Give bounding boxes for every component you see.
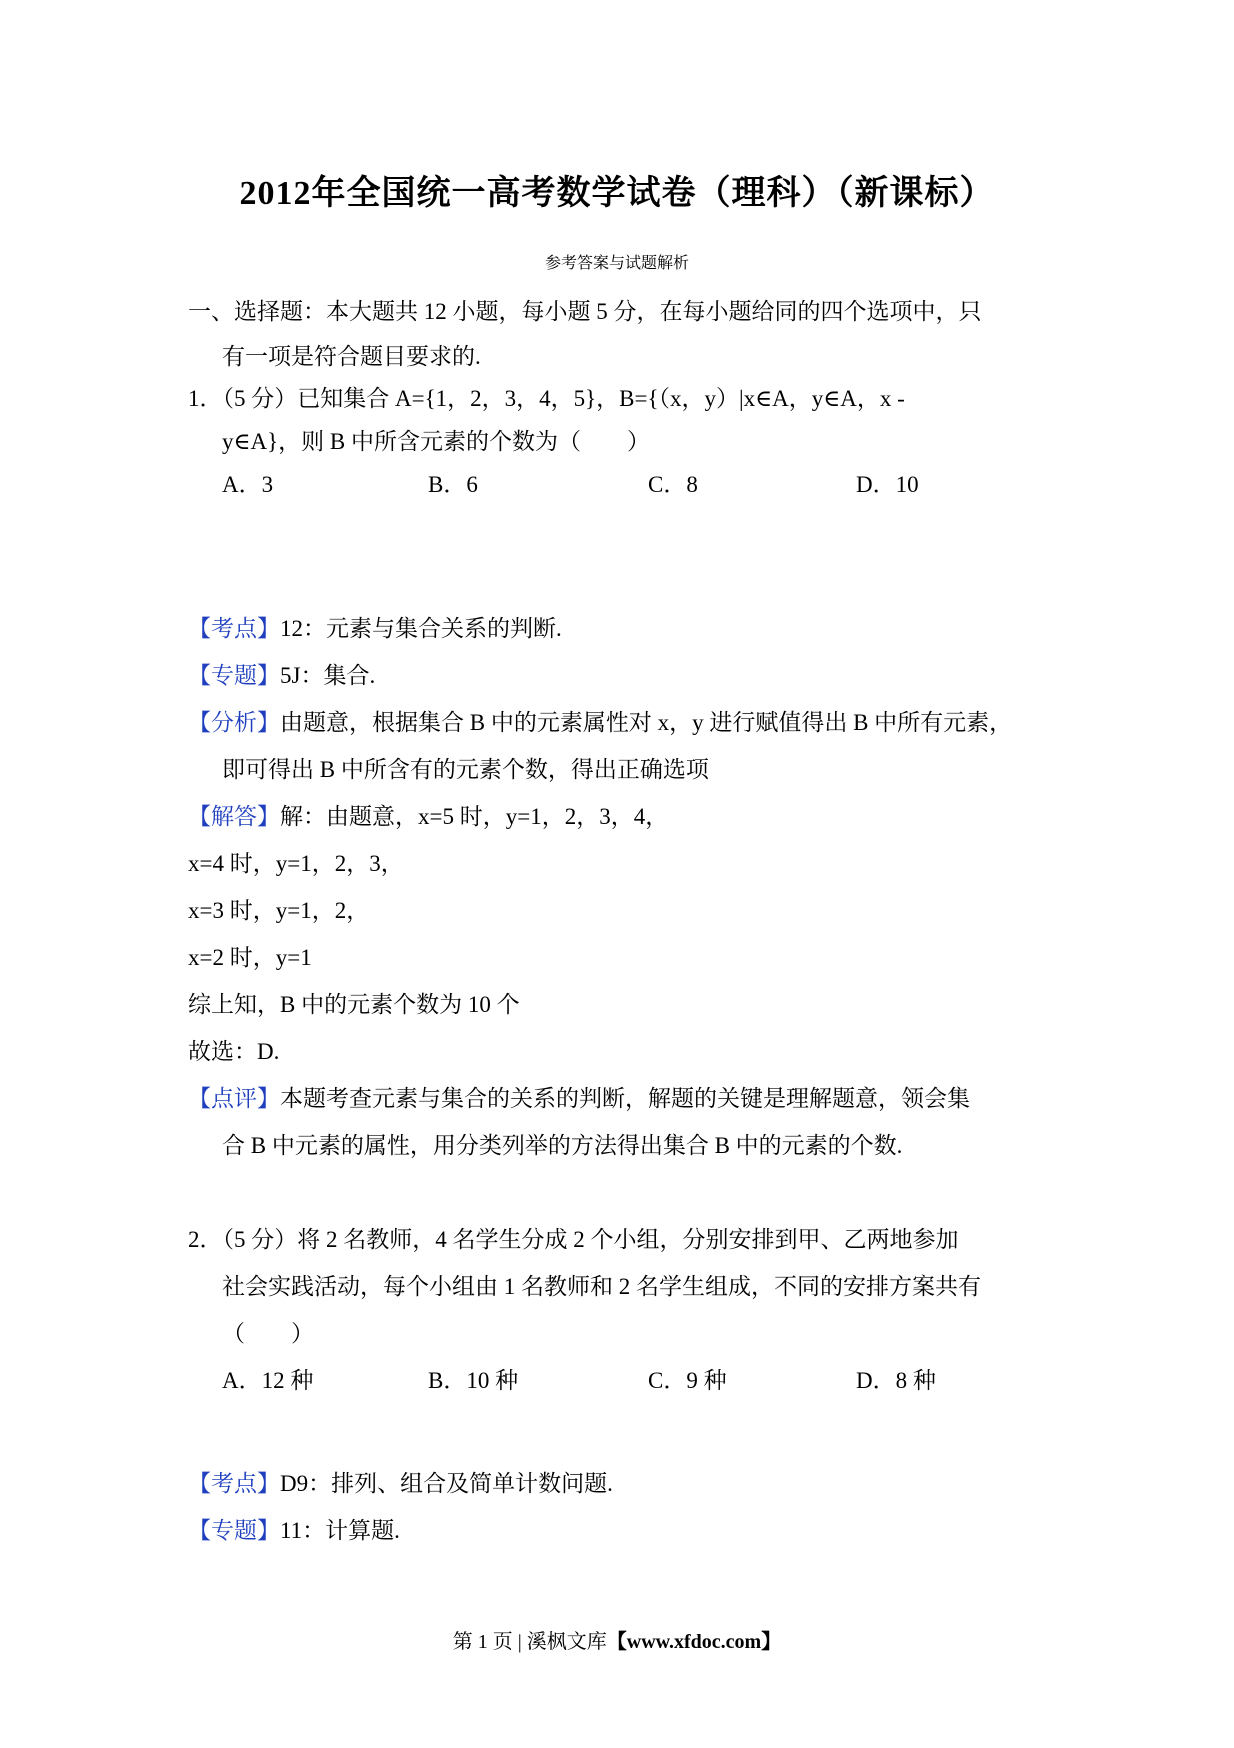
q1-dianping-cont: 合 B 中元素的属性，用分类列举的方法得出集合 B 中的元素的个数. xyxy=(222,1133,903,1158)
zhuanti-text: 11：计算题. xyxy=(280,1518,400,1543)
q1-dianping xyxy=(188,1084,970,1114)
q2-stem: 2．（5 分）将 2 名教师，4 名学生分成 2 个小组，分别安排到甲、乙两地参加 xyxy=(188,1227,959,1252)
dianping-text: 本题考查元素与集合的关系的判断，解题的关键是理解题意，领会集 xyxy=(280,1086,970,1111)
q1-zhuanti xyxy=(188,661,375,691)
q2-zhuanti xyxy=(188,1516,400,1546)
footer-link[interactable]: 【www.xfdoc.com】 xyxy=(606,1631,782,1653)
q1-stem-cont: y∈A}，则 B 中所含元素的个数为（ ） xyxy=(222,429,651,454)
q1-step: x=2 时，y=1 xyxy=(188,945,312,970)
q1-step: x=4 时，y=1，2，3， xyxy=(188,851,404,876)
q1-option-a: A．3 xyxy=(222,472,274,497)
q2-kaodian xyxy=(188,1469,613,1499)
q1-step: 故选：D. xyxy=(188,1039,280,1064)
fenxi-tag: 【分析】 xyxy=(188,710,280,735)
q2-option-b: B．10 种 xyxy=(428,1368,519,1393)
section-heading-cont: 有一项是符合题目要求的. xyxy=(222,344,481,369)
q1-jieda xyxy=(188,802,668,832)
q1-step: x=3 时，y=1，2， xyxy=(188,898,370,923)
q1-fenxi-cont: 即可得出 B 中所含有的元素个数，得出正确选项 xyxy=(222,757,709,782)
q1-option-b: B．6 xyxy=(428,472,478,497)
page-title: 2012年全国统一高考数学试卷（理科）（新课标） xyxy=(239,175,995,212)
q1-stem: 1．（5 分）已知集合 A={1，2，3，4，5}，B={（x，y）|x∈A，y∈A，x - xyxy=(188,386,905,411)
q2-stem-cont: （ ） xyxy=(222,1321,314,1346)
q2-stem-cont: 社会实践活动，每个小组由 1 名教师和 2 名学生组成，不同的安排方案共有 xyxy=(222,1274,981,1299)
q1-fenxi xyxy=(188,708,1012,738)
q1-step: 综上知，B 中的元素个数为 10 个 xyxy=(188,992,520,1017)
q2-option-d: D．8 种 xyxy=(856,1368,936,1393)
section-heading: 一、选择题：本大题共 12 小题，每小题 5 分，在每小题给同的四个选项中，只 xyxy=(188,299,982,324)
dianping-tag: 【点评】 xyxy=(188,1086,280,1111)
kaodian-tag: 【考点】 xyxy=(188,616,280,641)
q1-option-d: D．10 xyxy=(856,472,919,497)
zhuanti-text: 5J：集合. xyxy=(280,663,376,688)
fenxi-text: 由题意，根据集合 B 中的元素属性对 x，y 进行赋值得出 B 中所有元素， xyxy=(280,710,1013,735)
kaodian-text: 12：元素与集合关系的判断. xyxy=(280,616,562,641)
jieda-tag: 【解答】 xyxy=(188,804,280,829)
page-subtitle: 参考答案与试题解析 xyxy=(544,255,689,272)
q2-option-a: A．12 种 xyxy=(222,1368,314,1393)
footer-page-label: 第 1 页 | 溪枫文库 xyxy=(452,1631,607,1653)
page-footer xyxy=(0,1625,1234,1654)
q1-option-c: C．8 xyxy=(648,472,698,497)
zhuanti-tag: 【专题】 xyxy=(188,663,280,688)
jieda-text: 解：由题意，x=5 时，y=1，2，3，4， xyxy=(280,804,669,829)
q2-option-c: C．9 种 xyxy=(648,1368,727,1393)
kaodian-tag: 【考点】 xyxy=(188,1471,280,1496)
zhuanti-tag: 【专题】 xyxy=(188,1518,280,1543)
q1-kaodian xyxy=(188,614,562,644)
kaodian-text: D9：排列、组合及简单计数问题. xyxy=(280,1471,613,1496)
